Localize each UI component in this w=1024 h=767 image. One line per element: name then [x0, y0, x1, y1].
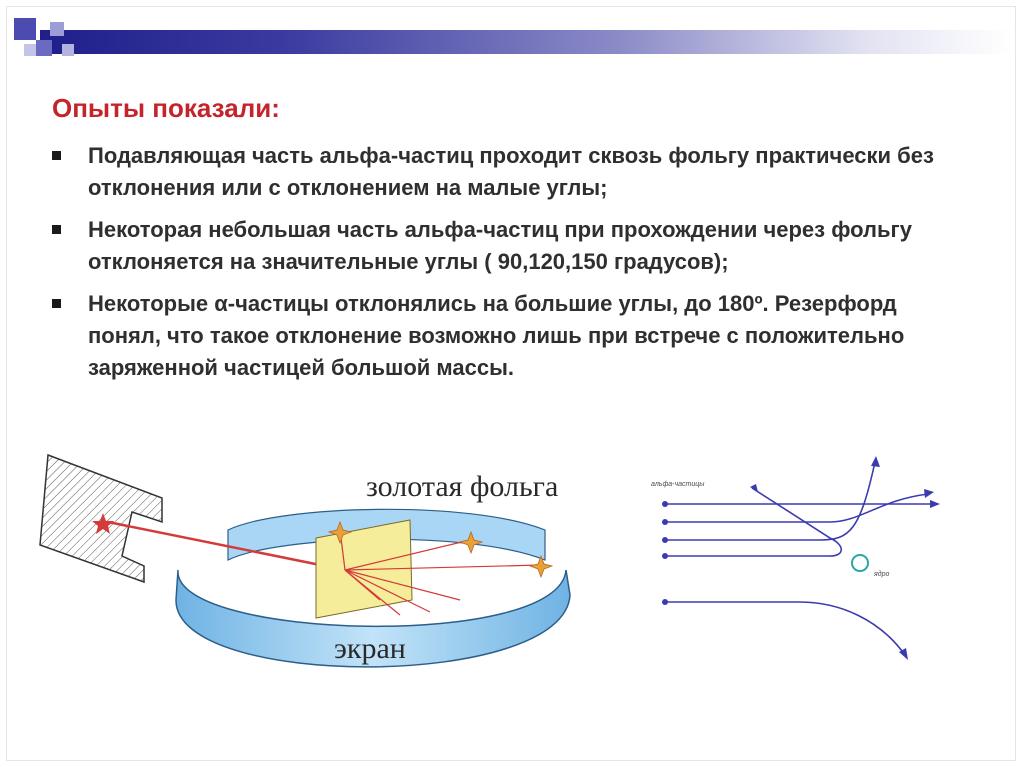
- bullet-text-end: -частицы отклонялись на большие углы, до 180º. Резерфорд понял, что такое отклонение возможно лишь при встрече с положительно заряженной частицей большой массы.: [88, 291, 905, 380]
- header-gradient-bar: [40, 30, 1012, 54]
- nucleus-label: ядро: [874, 571, 890, 578]
- bullet-square-icon: [52, 225, 61, 234]
- bullet-item: [52, 288, 972, 384]
- bullet-text: Подавляющая часть альфа-частиц проходит сквозь фольгу практически без отклонения или с отклонением на малые углы;: [88, 143, 934, 200]
- bullet-square-icon: [52, 299, 61, 308]
- arrowheads: [750, 456, 940, 660]
- nucleus: [852, 555, 868, 571]
- bullet-item: [52, 140, 972, 204]
- bullet-text: Некоторая небольшая часть альфа-частиц при прохождении через фольгу отклоняется на значительные углы ( 90,120,150 градусов);: [88, 217, 912, 274]
- decor-square: [14, 18, 36, 40]
- decor-square: [62, 44, 74, 56]
- trajectory-diagram: [640, 455, 970, 695]
- foil-label: золотая фольга: [366, 470, 559, 503]
- bullet-item: [52, 214, 972, 278]
- bullet-text-start: Некоторые: [88, 291, 215, 316]
- alpha-symbol: α: [214, 291, 228, 316]
- slide-title: Опыты показали:: [52, 93, 280, 123]
- screen-label: экран: [334, 632, 406, 665]
- decor-square: [24, 44, 36, 56]
- decor-square: [36, 40, 52, 56]
- particles-label: альфа-частицы: [651, 481, 705, 488]
- decor-square: [50, 22, 64, 36]
- bullet-list: [52, 140, 972, 394]
- particle-dots: [662, 501, 668, 605]
- bullet-square-icon: [52, 151, 61, 160]
- particle-trajectories: [665, 462, 930, 655]
